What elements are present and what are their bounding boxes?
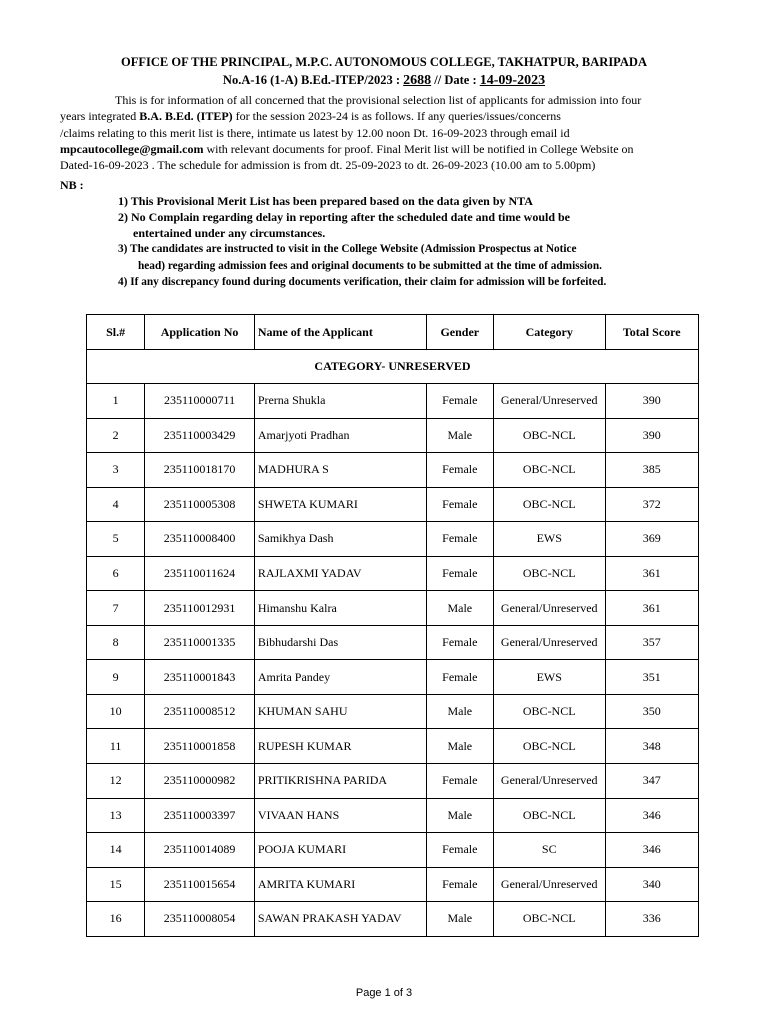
cell-total-score: 346 [605, 833, 699, 868]
cell-category: OBC-NCL [493, 729, 605, 764]
table-row [87, 729, 699, 764]
cell-application-no: 235110008054 [145, 902, 255, 937]
cell-total-score: 351 [605, 660, 699, 695]
cell-category: OBC-NCL [493, 487, 605, 522]
cell-gender: Female [426, 384, 493, 419]
table-row [87, 902, 699, 937]
cell-total-score: 346 [605, 798, 699, 833]
cell-application-no: 235110003397 [145, 798, 255, 833]
date-value: 14-09-2023 [479, 73, 546, 88]
cell-applicant-name: SAWAN PRAKASH YADAV [254, 902, 426, 937]
cell-total-score: 385 [605, 453, 699, 488]
cell-gender: Female [426, 625, 493, 660]
cell-applicant-name: SHWETA KUMARI [254, 487, 426, 522]
cell-category: EWS [493, 660, 605, 695]
cell-category: OBC-NCL [493, 453, 605, 488]
table-row [87, 764, 699, 799]
cell-application-no: 235110005308 [145, 487, 255, 522]
note-1: 1) This Provisional Merit List has been prepared based on the data given by NTA [118, 194, 533, 208]
table-row [87, 694, 699, 729]
note-3-continued: head) regarding admission fees and original documents to be submitted at the time of admission. [138, 260, 602, 272]
cell-total-score: 340 [605, 867, 699, 902]
cell-applicant-name: Amarjyoti Pradhan [254, 418, 426, 453]
cell-sl: 15 [87, 867, 145, 902]
cell-application-no: 235110000982 [145, 764, 255, 799]
cell-sl: 4 [87, 487, 145, 522]
cell-total-score: 361 [605, 556, 699, 591]
cell-applicant-name: PRITIKRISHNA PARIDA [254, 764, 426, 799]
header-total-score: Total Score [605, 315, 699, 350]
cell-applicant-name: MADHURA S [254, 453, 426, 488]
cell-applicant-name: Bibhudarshi Das [254, 625, 426, 660]
cell-application-no: 235110000711 [145, 384, 255, 419]
cell-applicant-name: RUPESH KUMAR [254, 729, 426, 764]
header-gender: Gender [426, 315, 493, 350]
cell-applicant-name: AMRITA KUMARI [254, 867, 426, 902]
cell-gender: Male [426, 591, 493, 626]
table-row [87, 556, 699, 591]
email-address[interactable]: mpcautocollege@gmail.com [60, 141, 204, 156]
cell-sl: 16 [87, 902, 145, 937]
cell-gender: Female [426, 660, 493, 695]
cell-applicant-name: POOJA KUMARI [254, 833, 426, 868]
cell-gender: Male [426, 729, 493, 764]
cell-sl: 7 [87, 591, 145, 626]
cell-total-score: 347 [605, 764, 699, 799]
cell-category: General/Unreserved [493, 625, 605, 660]
cell-category: OBC-NCL [493, 556, 605, 591]
intro-paragraph [60, 92, 710, 173]
table-row [87, 660, 699, 695]
note-2: 2) No Complain regarding delay in reporting after the scheduled date and time would be [118, 210, 571, 224]
cell-gender: Male [426, 418, 493, 453]
cell-sl: 1 [87, 384, 145, 419]
cell-category: OBC-NCL [493, 418, 605, 453]
cell-application-no: 235110018170 [145, 453, 255, 488]
cell-applicant-name: Prerna Shukla [254, 384, 426, 419]
table-row [87, 453, 699, 488]
cell-total-score: 348 [605, 729, 699, 764]
table-row [87, 625, 699, 660]
cell-total-score: 350 [605, 694, 699, 729]
cell-total-score: 390 [605, 384, 699, 419]
header-sl: Sl.# [87, 315, 145, 350]
cell-applicant-name: RAJLAXMI YADAV [254, 556, 426, 591]
cell-gender: Female [426, 453, 493, 488]
intro-line-2-start: years integrated [60, 109, 140, 124]
cell-application-no: 235110012931 [145, 591, 255, 626]
cell-application-no: 235110003429 [145, 418, 255, 453]
cell-gender: Female [426, 556, 493, 591]
cell-sl: 3 [87, 453, 145, 488]
cell-gender: Male [426, 902, 493, 937]
cell-total-score: 357 [605, 625, 699, 660]
header-category: Category [493, 315, 605, 350]
reference-line [0, 73, 768, 89]
cell-application-no: 235110001335 [145, 625, 255, 660]
table-row [87, 867, 699, 902]
cell-sl: 9 [87, 660, 145, 695]
intro-line-2 [60, 108, 710, 124]
cell-total-score: 372 [605, 487, 699, 522]
table-row [87, 384, 699, 419]
note-4: 4) If any discrepancy found during documents verification, their claim for admission will be forfeited. [118, 276, 607, 288]
cell-category: General/Unreserved [493, 591, 605, 626]
cell-sl: 8 [87, 625, 145, 660]
table-row [87, 487, 699, 522]
cell-total-score: 390 [605, 418, 699, 453]
reference-prefix: No.A-16 (1-A) B.Ed.-ITEP/2023 : [222, 73, 404, 87]
cell-sl: 6 [87, 556, 145, 591]
cell-gender: Male [426, 798, 493, 833]
section-row [87, 350, 699, 384]
cell-gender: Male [426, 694, 493, 729]
note-3: 3) The candidates are instructed to visit in the College Website (Admission Prospectus at Notice [118, 243, 577, 255]
note-2-continued: entertained under any circumstances. [133, 226, 326, 240]
cell-applicant-name: KHUMAN SAHU [254, 694, 426, 729]
cell-category: OBC-NCL [493, 694, 605, 729]
intro-line-5: Dated-16-09-2023 . The schedule for admission is from dt. 25-09-2023 to dt. 26-09-2023 (10.00 am to 5.00pm) [60, 158, 596, 173]
cell-category: OBC-NCL [493, 902, 605, 937]
cell-sl: 5 [87, 522, 145, 557]
cell-application-no: 235110001843 [145, 660, 255, 695]
office-title: OFFICE OF THE PRINCIPAL, M.P.C. AUTONOMOUS COLLEGE, TAKHATPUR, BARIPADA [121, 55, 647, 69]
cell-gender: Female [426, 764, 493, 799]
date-label: // Date : [431, 73, 480, 87]
cell-category: General/Unreserved [493, 867, 605, 902]
intro-line-2-end: for the session 2023-24 is as follows. If any queries/issues/concerns [232, 109, 561, 124]
intro-line-1: This is for information of all concerned that the provisional selection list of applicants for admission into four [115, 93, 642, 107]
cell-total-score: 361 [605, 591, 699, 626]
cell-gender: Female [426, 833, 493, 868]
header-application-no: Application No [145, 315, 255, 350]
cell-sl: 13 [87, 798, 145, 833]
merit-list-table [86, 314, 699, 937]
cell-gender: Female [426, 487, 493, 522]
nb-label: NB : [60, 178, 84, 192]
section-title: CATEGORY- UNRESERVED [87, 350, 699, 384]
cell-application-no: 235110014089 [145, 833, 255, 868]
cell-applicant-name: VIVAAN HANS [254, 798, 426, 833]
cell-application-no: 235110008400 [145, 522, 255, 557]
cell-total-score: 336 [605, 902, 699, 937]
cell-sl: 10 [87, 694, 145, 729]
header-applicant-name: Name of the Applicant [254, 315, 426, 350]
intro-line-4 [60, 141, 710, 157]
cell-application-no: 235110011624 [145, 556, 255, 591]
cell-sl: 2 [87, 418, 145, 453]
table-row [87, 522, 699, 557]
intro-line-4-rest: with relevant documents for proof. Final Merit list will be notified in College Website on [203, 141, 634, 156]
cell-gender: Female [426, 522, 493, 557]
table-row [87, 833, 699, 868]
page-number: Page 1 of 3 [355, 987, 413, 999]
cell-sl: 11 [87, 729, 145, 764]
cell-applicant-name: Himanshu Kalra [254, 591, 426, 626]
cell-category: EWS [493, 522, 605, 557]
cell-category: General/Unreserved [493, 384, 605, 419]
cell-application-no: 235110015654 [145, 867, 255, 902]
cell-total-score: 369 [605, 522, 699, 557]
cell-category: OBC-NCL [493, 798, 605, 833]
table-row [87, 418, 699, 453]
cell-application-no: 235110008512 [145, 694, 255, 729]
reference-number: 2688 [403, 73, 432, 88]
table-header-row [87, 315, 699, 350]
cell-sl: 14 [87, 833, 145, 868]
cell-application-no: 235110001858 [145, 729, 255, 764]
cell-sl: 12 [87, 764, 145, 799]
cell-category: General/Unreserved [493, 764, 605, 799]
table-row [87, 798, 699, 833]
cell-gender: Female [426, 867, 493, 902]
course-name: B.A. B.Ed. (ITEP) [139, 109, 233, 124]
table-row [87, 591, 699, 626]
cell-category: SC [493, 833, 605, 868]
cell-applicant-name: Amrita Pandey [254, 660, 426, 695]
cell-applicant-name: Samikhya Dash [254, 522, 426, 557]
intro-line-3: /claims relating to this merit list is there, intimate us latest by 12.00 noon Dt. 16-09-2023 through email id [60, 125, 570, 140]
